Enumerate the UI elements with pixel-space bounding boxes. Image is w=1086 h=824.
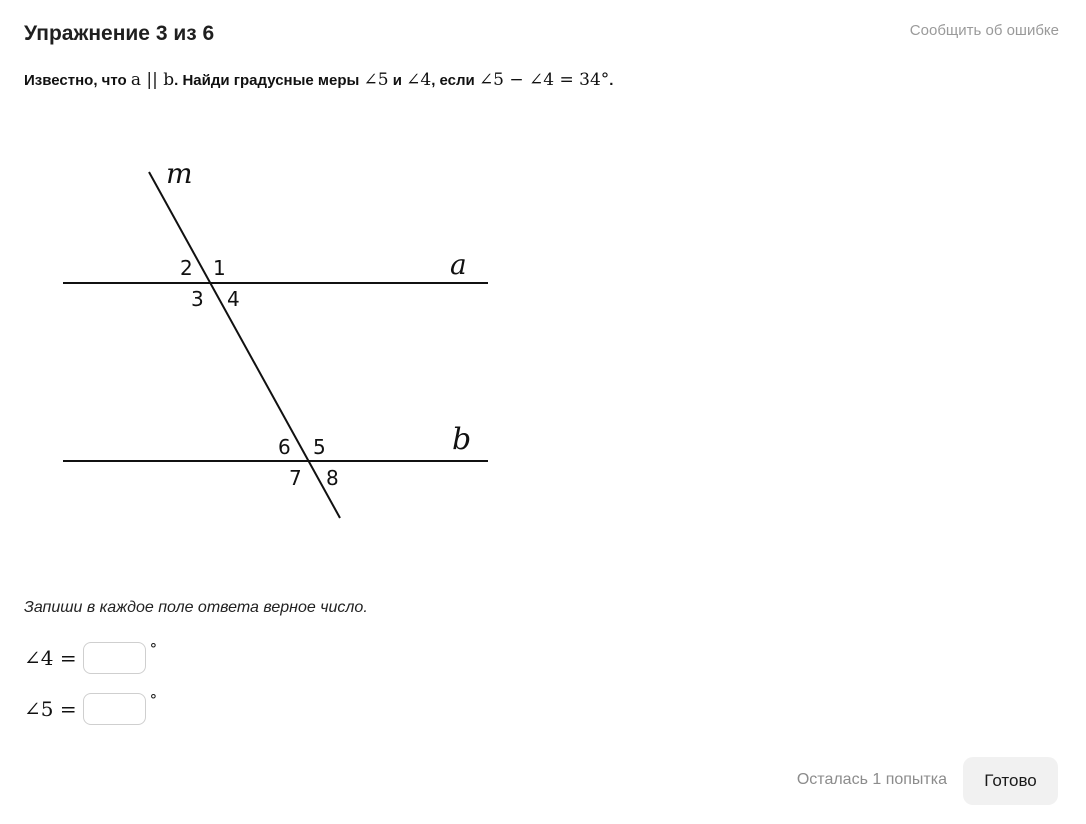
angle-label-2: 2 bbox=[180, 256, 193, 280]
task-text-part: Известно, что bbox=[24, 72, 131, 89]
report-error-link[interactable]: Сообщить об ошибке bbox=[909, 22, 1059, 39]
task-text-part: . bbox=[609, 72, 614, 89]
label-line-b: b bbox=[452, 422, 472, 457]
label-line-m: m bbox=[166, 157, 193, 190]
answer-label-angle5: ∠5 = bbox=[24, 697, 77, 721]
task-math-angle5: ∠5 bbox=[363, 70, 389, 90]
angle-label-5: 5 bbox=[313, 435, 326, 459]
degree-sign: ° bbox=[149, 640, 158, 658]
transversal-m bbox=[149, 172, 340, 518]
label-line-a: a bbox=[450, 248, 467, 281]
angle-label-4: 4 bbox=[227, 287, 240, 311]
degree-sign: ° bbox=[149, 691, 158, 709]
task-math-parallel: a || b bbox=[130, 70, 175, 90]
answer-row-angle4 bbox=[24, 642, 157, 674]
answer-row-angle5 bbox=[24, 693, 157, 725]
task-math-condition: ∠5 − ∠4 = 34° bbox=[478, 70, 610, 90]
answer-instruction: Запиши в каждое поле ответа верное число. bbox=[24, 599, 368, 616]
angle-label-8: 8 bbox=[326, 466, 339, 490]
answer-input-angle4[interactable] bbox=[83, 642, 146, 674]
angle-label-6: 6 bbox=[278, 435, 291, 459]
answer-label-angle4: ∠4 = bbox=[24, 646, 77, 670]
angle-label-7: 7 bbox=[289, 466, 302, 490]
page-title: Упражнение 3 из 6 bbox=[24, 22, 215, 45]
attempts-remaining: Осталась 1 попытка bbox=[796, 771, 947, 788]
angle-label-3: 3 bbox=[191, 287, 204, 311]
task-text bbox=[24, 70, 613, 90]
task-text-part: и bbox=[388, 72, 407, 89]
task-math-angle4: ∠4 bbox=[406, 70, 432, 90]
task-text-part: , если bbox=[431, 72, 479, 89]
angle-label-1: 1 bbox=[213, 256, 226, 280]
task-text-part: . Найди градусные меры bbox=[174, 72, 364, 89]
geometry-figure bbox=[40, 150, 510, 530]
answer-input-angle5[interactable] bbox=[83, 693, 146, 725]
done-button[interactable]: Готово bbox=[963, 757, 1058, 805]
